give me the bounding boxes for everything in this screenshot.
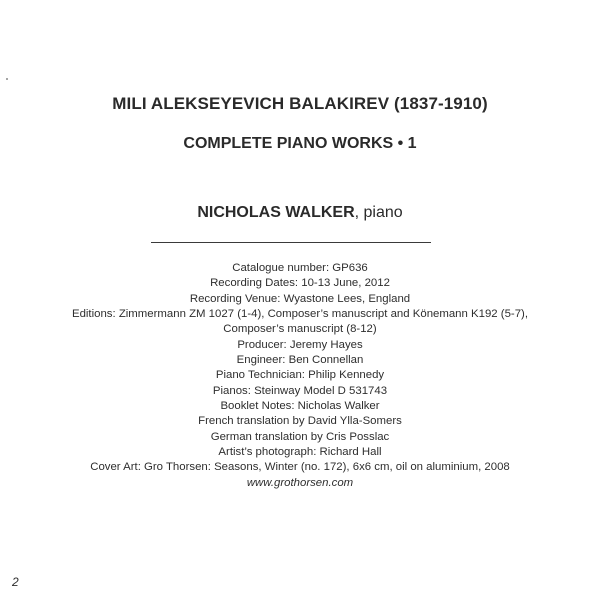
divider-rule xyxy=(151,242,431,243)
credit-producer: Producer: Jeremy Hayes xyxy=(237,338,363,351)
credit-cover-art: Cover Art: Gro Thorsen: Seasons, Winter (no. 172), 6x6 cm, oil on aluminium, 2008 xyxy=(90,461,510,474)
credit-artist-photograph: Artist’s photograph: Richard Hall xyxy=(218,446,382,459)
performer-name: NICHOLAS WALKER xyxy=(197,204,355,221)
credit-engineer: Engineer: Ben Connellan xyxy=(236,354,364,367)
credit-recording-dates: Recording Dates: 10-13 June, 2012 xyxy=(210,277,390,290)
credit-pianos: Pianos: Steinway Model D 531743 xyxy=(212,384,388,397)
credit-editions: Editions: Zimmermann ZM 1027 (1-4), Composer’s manuscript and Könemann K192 (5-7), xyxy=(71,308,529,321)
performer-credit xyxy=(0,204,600,222)
page-number: 2 xyxy=(12,575,19,589)
website-link: www.grothorsen.com xyxy=(246,476,354,489)
credit-french-translation: French translation by David Ylla-Somers xyxy=(198,415,402,428)
credit-booklet-notes: Booklet Notes: Nicholas Walker xyxy=(220,400,380,413)
credit-catalogue: Catalogue number: GP636 xyxy=(232,262,368,274)
credit-recording-venue: Recording Venue: Wyastone Lees, England xyxy=(189,292,411,305)
credit-editions-continued: Composer’s manuscript (8-12) xyxy=(223,323,377,336)
credit-german-translation: German translation by Cris Posslac xyxy=(210,430,390,443)
credits-block xyxy=(0,261,600,491)
series-title: COMPLETE PIANO WORKS • 1 xyxy=(183,135,417,152)
performer-instrument: , piano xyxy=(354,204,403,221)
composer-heading: MILI ALEKSEYEVICH BALAKIREV (1837-1910) xyxy=(112,94,488,113)
credit-piano-technician: Piano Technician: Philip Kennedy xyxy=(215,369,385,382)
scan-speck xyxy=(6,78,8,80)
